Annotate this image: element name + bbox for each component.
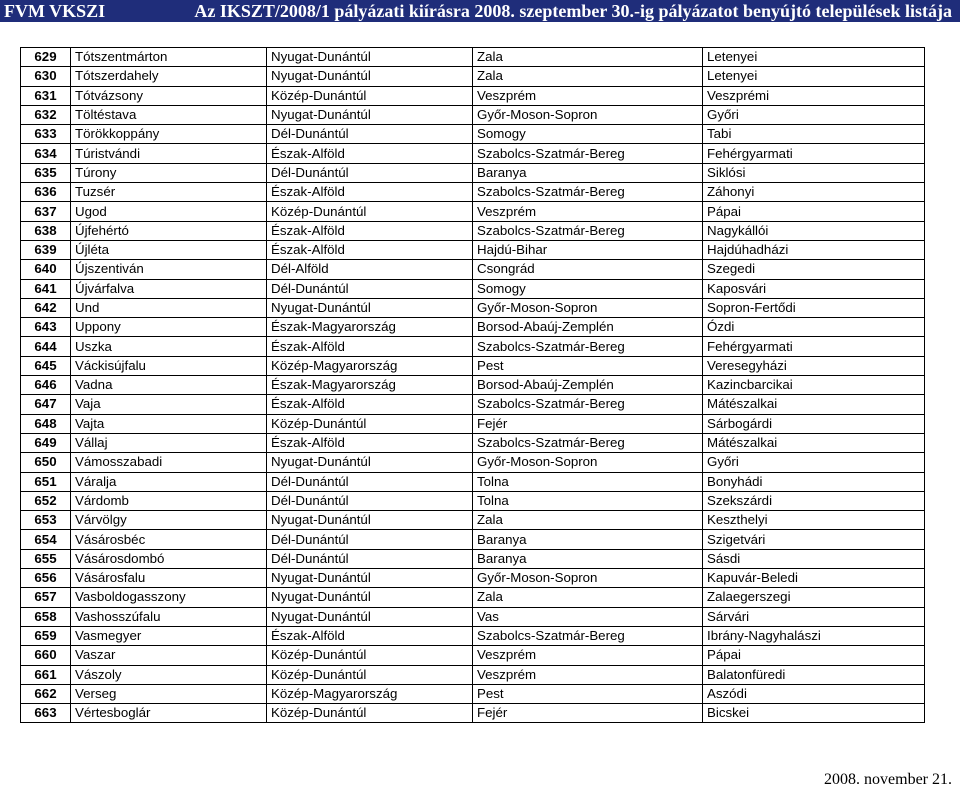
- settlement-name-cell: Vaszar: [71, 646, 267, 665]
- region-cell: Dél-Dunántúl: [267, 491, 473, 510]
- table-row: [21, 433, 925, 452]
- row-number-cell: 629: [21, 48, 71, 67]
- settlement-name-cell: Újvárfalva: [71, 279, 267, 298]
- row-number-cell: 646: [21, 376, 71, 395]
- settlement-name-cell: Túrony: [71, 163, 267, 182]
- table-row: [21, 240, 925, 259]
- micro-region-cell: Tabi: [703, 125, 925, 144]
- region-cell: Észak-Alföld: [267, 221, 473, 240]
- micro-region-cell: Aszódi: [703, 684, 925, 703]
- micro-region-cell: Záhonyi: [703, 183, 925, 202]
- micro-region-cell: Bonyhádi: [703, 472, 925, 491]
- micro-region-cell: Sárbogárdi: [703, 414, 925, 433]
- region-cell: Dél-Dunántúl: [267, 472, 473, 491]
- settlement-name-cell: Vasmegyer: [71, 626, 267, 645]
- region-cell: Dél-Dunántúl: [267, 125, 473, 144]
- row-number-cell: 634: [21, 144, 71, 163]
- county-cell: Baranya: [473, 163, 703, 182]
- county-cell: Baranya: [473, 549, 703, 568]
- county-cell: Szabolcs-Szatmár-Bereg: [473, 626, 703, 645]
- region-cell: Észak-Magyarország: [267, 318, 473, 337]
- county-cell: Szabolcs-Szatmár-Bereg: [473, 221, 703, 240]
- micro-region-cell: Fehérgyarmati: [703, 144, 925, 163]
- micro-region-cell: Nagykállói: [703, 221, 925, 240]
- county-cell: Zala: [473, 588, 703, 607]
- row-number-cell: 661: [21, 665, 71, 684]
- row-number-cell: 639: [21, 240, 71, 259]
- region-cell: Közép-Dunántúl: [267, 704, 473, 723]
- row-number-cell: 637: [21, 202, 71, 221]
- table-row: [21, 105, 925, 124]
- micro-region-cell: Mátészalkai: [703, 395, 925, 414]
- table-row: [21, 279, 925, 298]
- county-cell: Győr-Moson-Sopron: [473, 105, 703, 124]
- county-cell: Pest: [473, 684, 703, 703]
- county-cell: Somogy: [473, 125, 703, 144]
- table-row: [21, 183, 925, 202]
- settlement-name-cell: Verseg: [71, 684, 267, 703]
- table-row: [21, 356, 925, 375]
- county-cell: Győr-Moson-Sopron: [473, 453, 703, 472]
- micro-region-cell: Bicskei: [703, 704, 925, 723]
- micro-region-cell: Mátészalkai: [703, 433, 925, 452]
- micro-region-cell: Győri: [703, 105, 925, 124]
- county-cell: Borsod-Abaúj-Zemplén: [473, 318, 703, 337]
- table-row: [21, 86, 925, 105]
- row-number-cell: 652: [21, 491, 71, 510]
- table-row: [21, 453, 925, 472]
- row-number-cell: 650: [21, 453, 71, 472]
- settlement-name-cell: Újszentiván: [71, 260, 267, 279]
- micro-region-cell: Ózdi: [703, 318, 925, 337]
- row-number-cell: 660: [21, 646, 71, 665]
- county-cell: Tolna: [473, 491, 703, 510]
- county-cell: Szabolcs-Szatmár-Bereg: [473, 183, 703, 202]
- table-row: [21, 318, 925, 337]
- table-row: [21, 704, 925, 723]
- settlement-name-cell: Váckisújfalu: [71, 356, 267, 375]
- settlement-name-cell: Töltéstava: [71, 105, 267, 124]
- county-cell: Szabolcs-Szatmár-Bereg: [473, 433, 703, 452]
- region-cell: Észak-Alföld: [267, 144, 473, 163]
- table-row: [21, 549, 925, 568]
- settlement-name-cell: Vásárosfalu: [71, 569, 267, 588]
- row-number-cell: 651: [21, 472, 71, 491]
- settlement-name-cell: Törökkoppány: [71, 125, 267, 144]
- table-row: [21, 569, 925, 588]
- micro-region-cell: Balatonfüredi: [703, 665, 925, 684]
- region-cell: Közép-Dunántúl: [267, 646, 473, 665]
- region-cell: Nyugat-Dunántúl: [267, 569, 473, 588]
- county-cell: Pest: [473, 356, 703, 375]
- region-cell: Nyugat-Dunántúl: [267, 607, 473, 626]
- micro-region-cell: Győri: [703, 453, 925, 472]
- region-cell: Dél-Dunántúl: [267, 279, 473, 298]
- table-row: [21, 588, 925, 607]
- region-cell: Dél-Alföld: [267, 260, 473, 279]
- settlement-name-cell: Uppony: [71, 318, 267, 337]
- county-cell: Veszprém: [473, 646, 703, 665]
- settlement-name-cell: Tótvázsony: [71, 86, 267, 105]
- settlement-name-cell: Ugod: [71, 202, 267, 221]
- micro-region-cell: Pápai: [703, 646, 925, 665]
- region-cell: Közép-Magyarország: [267, 356, 473, 375]
- settlement-name-cell: Vászoly: [71, 665, 267, 684]
- settlement-name-cell: Vásárosbéc: [71, 530, 267, 549]
- row-number-cell: 662: [21, 684, 71, 703]
- table-row: [21, 395, 925, 414]
- county-cell: Vas: [473, 607, 703, 626]
- county-cell: Tolna: [473, 472, 703, 491]
- region-cell: Közép-Dunántúl: [267, 665, 473, 684]
- row-number-cell: 654: [21, 530, 71, 549]
- table-row: [21, 491, 925, 510]
- county-cell: Csongrád: [473, 260, 703, 279]
- row-number-cell: 641: [21, 279, 71, 298]
- table-row: [21, 48, 925, 67]
- region-cell: Dél-Dunántúl: [267, 530, 473, 549]
- region-cell: Nyugat-Dunántúl: [267, 298, 473, 317]
- settlement-name-cell: Vashosszúfalu: [71, 607, 267, 626]
- micro-region-cell: Keszthelyi: [703, 511, 925, 530]
- row-number-cell: 640: [21, 260, 71, 279]
- settlement-name-cell: Újléta: [71, 240, 267, 259]
- settlement-name-cell: Vadna: [71, 376, 267, 395]
- region-cell: Közép-Dunántúl: [267, 202, 473, 221]
- settlements-table-body: [21, 48, 925, 723]
- region-cell: Észak-Magyarország: [267, 376, 473, 395]
- county-cell: Szabolcs-Szatmár-Bereg: [473, 395, 703, 414]
- table-row: [21, 144, 925, 163]
- settlement-name-cell: Vaja: [71, 395, 267, 414]
- table-row: [21, 665, 925, 684]
- settlement-name-cell: Tótszerdahely: [71, 67, 267, 86]
- table-row: [21, 684, 925, 703]
- settlement-name-cell: Vasboldogasszony: [71, 588, 267, 607]
- table-row: [21, 202, 925, 221]
- settlement-name-cell: Tótszentmárton: [71, 48, 267, 67]
- micro-region-cell: Sásdi: [703, 549, 925, 568]
- row-number-cell: 630: [21, 67, 71, 86]
- county-cell: Győr-Moson-Sopron: [473, 569, 703, 588]
- footer-date: 2008. november 21.: [824, 771, 952, 788]
- county-cell: Borsod-Abaúj-Zemplén: [473, 376, 703, 395]
- micro-region-cell: Veszprémi: [703, 86, 925, 105]
- settlement-name-cell: Újfehértó: [71, 221, 267, 240]
- row-number-cell: 658: [21, 607, 71, 626]
- settlement-name-cell: Vértesboglár: [71, 704, 267, 723]
- micro-region-cell: Kapuvár-Beledi: [703, 569, 925, 588]
- region-cell: Észak-Alföld: [267, 433, 473, 452]
- row-number-cell: 636: [21, 183, 71, 202]
- county-cell: Győr-Moson-Sopron: [473, 298, 703, 317]
- table-row: [21, 221, 925, 240]
- settlement-name-cell: Túristvándi: [71, 144, 267, 163]
- table-row: [21, 414, 925, 433]
- row-number-cell: 633: [21, 125, 71, 144]
- region-cell: Észak-Alföld: [267, 183, 473, 202]
- page-header: [0, 0, 960, 22]
- region-cell: Észak-Alföld: [267, 395, 473, 414]
- settlement-name-cell: Váralja: [71, 472, 267, 491]
- table-row: [21, 511, 925, 530]
- row-number-cell: 643: [21, 318, 71, 337]
- region-cell: Nyugat-Dunántúl: [267, 511, 473, 530]
- settlement-name-cell: Und: [71, 298, 267, 317]
- settlement-name-cell: Vajta: [71, 414, 267, 433]
- table-row: [21, 67, 925, 86]
- region-cell: Nyugat-Dunántúl: [267, 48, 473, 67]
- region-cell: Dél-Dunántúl: [267, 549, 473, 568]
- county-cell: Szabolcs-Szatmár-Bereg: [473, 337, 703, 356]
- micro-region-cell: Kaposvári: [703, 279, 925, 298]
- county-cell: Szabolcs-Szatmár-Bereg: [473, 144, 703, 163]
- table-row: [21, 376, 925, 395]
- table-row: [21, 337, 925, 356]
- settlement-name-cell: Vásárosdombó: [71, 549, 267, 568]
- row-number-cell: 645: [21, 356, 71, 375]
- county-cell: Zala: [473, 48, 703, 67]
- row-number-cell: 659: [21, 626, 71, 645]
- micro-region-cell: Kazincbarcikai: [703, 376, 925, 395]
- table-row: [21, 163, 925, 182]
- settlement-name-cell: Vámosszabadi: [71, 453, 267, 472]
- table-row: [21, 472, 925, 491]
- table-row: [21, 646, 925, 665]
- row-number-cell: 663: [21, 704, 71, 723]
- row-number-cell: 656: [21, 569, 71, 588]
- county-cell: Veszprém: [473, 202, 703, 221]
- table-row: [21, 626, 925, 645]
- county-cell: Zala: [473, 67, 703, 86]
- header-title: Az IKSZT/2008/1 pályázati kiírásra 2008. szeptember 30.-ig pályázatot benyújtó települések listája: [194, 1, 952, 21]
- micro-region-cell: Szekszárdi: [703, 491, 925, 510]
- county-cell: Hajdú-Bihar: [473, 240, 703, 259]
- table-row: [21, 260, 925, 279]
- row-number-cell: 635: [21, 163, 71, 182]
- region-cell: Közép-Dunántúl: [267, 86, 473, 105]
- settlement-name-cell: Tuzsér: [71, 183, 267, 202]
- county-cell: Veszprém: [473, 86, 703, 105]
- micro-region-cell: Ibrány-Nagyhalászi: [703, 626, 925, 645]
- settlement-name-cell: Vállaj: [71, 433, 267, 452]
- micro-region-cell: Hajdúhadházi: [703, 240, 925, 259]
- row-number-cell: 647: [21, 395, 71, 414]
- region-cell: Dél-Dunántúl: [267, 163, 473, 182]
- micro-region-cell: Siklósi: [703, 163, 925, 182]
- micro-region-cell: Szigetvári: [703, 530, 925, 549]
- settlement-name-cell: Várvölgy: [71, 511, 267, 530]
- county-cell: Baranya: [473, 530, 703, 549]
- micro-region-cell: Pápai: [703, 202, 925, 221]
- region-cell: Közép-Magyarország: [267, 684, 473, 703]
- row-number-cell: 632: [21, 105, 71, 124]
- micro-region-cell: Letenyei: [703, 67, 925, 86]
- micro-region-cell: Szegedi: [703, 260, 925, 279]
- row-number-cell: 642: [21, 298, 71, 317]
- region-cell: Nyugat-Dunántúl: [267, 67, 473, 86]
- region-cell: Közép-Dunántúl: [267, 414, 473, 433]
- micro-region-cell: Letenyei: [703, 48, 925, 67]
- region-cell: Észak-Alföld: [267, 240, 473, 259]
- row-number-cell: 638: [21, 221, 71, 240]
- settlement-name-cell: Várdomb: [71, 491, 267, 510]
- table-row: [21, 607, 925, 626]
- row-number-cell: 655: [21, 549, 71, 568]
- row-number-cell: 649: [21, 433, 71, 452]
- region-cell: Nyugat-Dunántúl: [267, 588, 473, 607]
- county-cell: Veszprém: [473, 665, 703, 684]
- region-cell: Észak-Alföld: [267, 626, 473, 645]
- micro-region-cell: Sárvári: [703, 607, 925, 626]
- micro-region-cell: Veresegyházi: [703, 356, 925, 375]
- row-number-cell: 631: [21, 86, 71, 105]
- settlements-table: [20, 47, 925, 723]
- region-cell: Észak-Alföld: [267, 337, 473, 356]
- micro-region-cell: Sopron-Fertődi: [703, 298, 925, 317]
- county-cell: Somogy: [473, 279, 703, 298]
- micro-region-cell: Zalaegerszegi: [703, 588, 925, 607]
- settlement-name-cell: Uszka: [71, 337, 267, 356]
- row-number-cell: 657: [21, 588, 71, 607]
- county-cell: Fejér: [473, 414, 703, 433]
- row-number-cell: 648: [21, 414, 71, 433]
- region-cell: Nyugat-Dunántúl: [267, 105, 473, 124]
- region-cell: Nyugat-Dunántúl: [267, 453, 473, 472]
- table-row: [21, 125, 925, 144]
- row-number-cell: 653: [21, 511, 71, 530]
- table-row: [21, 530, 925, 549]
- header-organization: FVM VKSZI: [4, 1, 106, 21]
- micro-region-cell: Fehérgyarmati: [703, 337, 925, 356]
- row-number-cell: 644: [21, 337, 71, 356]
- county-cell: Fejér: [473, 704, 703, 723]
- county-cell: Zala: [473, 511, 703, 530]
- table-row: [21, 298, 925, 317]
